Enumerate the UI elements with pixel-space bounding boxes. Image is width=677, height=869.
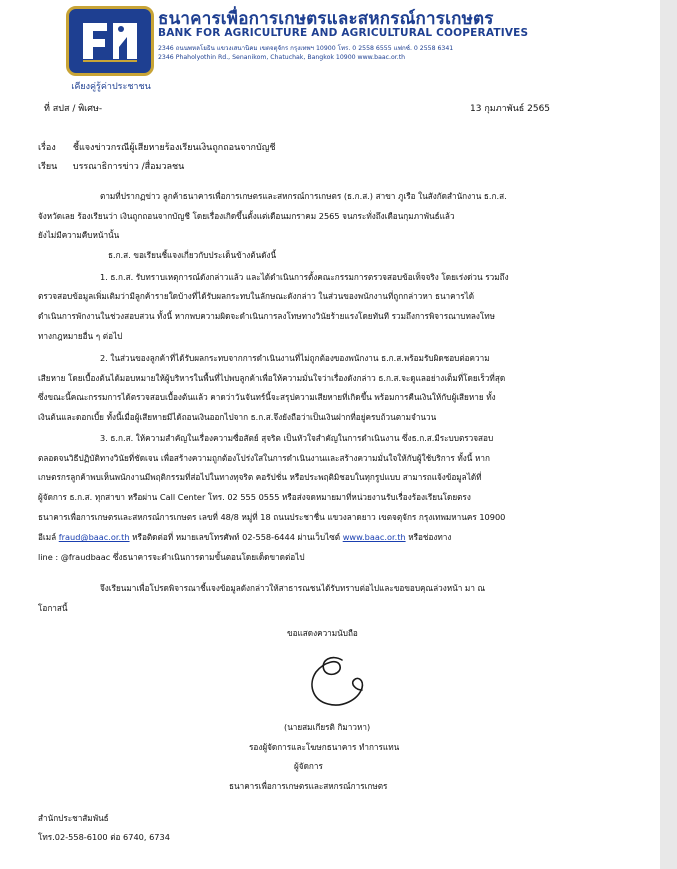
website-link[interactable]: www.baac.or.th xyxy=(342,532,406,542)
body-line: ดำเนินการพักงานในช่วงสอบสวน ทั้งนี้ หากพบความผิดจะดำเนินการลงโทษทางวินัยร้ายแรงโดยทันที รวมถึงการพิจารณาบทลงโทษ xyxy=(38,311,496,321)
bank-address-thai: 2346 ถนนพหลโยธิน แขวงเสนานิคม เขตจตุจักร กรุงเทพฯ 10900 โทร. 0 2558 6555 แฟกซ์. 0 2558 6341 xyxy=(158,45,454,52)
reference-number: ที่ สปส / พิเศษ- xyxy=(44,104,103,114)
subject-row xyxy=(38,140,276,154)
contact-suffix: หรือช่องทาง xyxy=(405,532,452,542)
closing-line: โอกาสนี้ xyxy=(38,603,68,613)
subject-text: ชี้แจงข่าวกรณีผู้เสียหายร้องเรียนเงินถูกถอนจากบัญชี xyxy=(72,143,276,153)
regards-text: ขอแสดงความนับถือ xyxy=(287,628,358,638)
contact-prefix: อีเมล์ xyxy=(38,532,59,542)
page-edge-shadow xyxy=(660,0,677,869)
contact-middle: หรือติดต่อที่ หมายเลขโทรศัพท์ 02-558-6444 ผ่านเว็บไซต์ xyxy=(129,532,343,542)
recipient-row xyxy=(38,159,184,173)
baac-emblem-icon xyxy=(79,17,141,65)
body-line: 2. ในส่วนของลูกค้าที่ได้รับผลกระทบจากการดำเนินงานที่ไม่ถูกต้องของพนักงาน ธ.ก.ส.พร้อมรับผิดชอบต่อความ xyxy=(100,353,490,363)
recipient-label: เรียน xyxy=(38,162,58,172)
body-line: 3. ธ.ก.ส. ให้ความสำคัญในเรื่องความซื่อสัตย์ สุจริต เป็นหัวใจสำคัญในการดำเนินงาน ซึ่งธ.ก.ส.มีระบบตรวจสอบ xyxy=(100,433,494,443)
letter-date: 13 กุมภาพันธ์ 2565 xyxy=(470,104,551,114)
bank-tagline: เคียงคู่รู้ค่าประชาชน xyxy=(71,82,151,92)
signer-name: (นายสมเกียรติ กิมาวหา) xyxy=(284,722,371,732)
body-line: ผู้จัดการ ธ.ก.ส. ทุกสาขา หรือผ่าน Call Center โทร. 02 555 0555 หรือส่งจดหมายมาที่หน่วยงานรับเรื่องร้องเรียนโดยตรง xyxy=(38,492,471,502)
body-line: ยังไม่มีความคืบหน้านั้น xyxy=(38,230,120,240)
email-link[interactable]: fraud@baac.or.th xyxy=(58,532,130,542)
recipient-text: บรรณาธิการข่าว /สื่อมวลชน xyxy=(72,162,185,172)
body-line: ซึ่งขณะนี้คณะกรรมการได้ตรวจสอบเบื้องต้นแล้ว คาดว่าวันจันทร์นี้จะสรุปความเสียหายที่เกิดขึ้น พร้อมการคืนเงินให้กับผู้เสียหาย ทั้ง xyxy=(38,392,496,402)
signer-title-manager: ผู้จัดการ xyxy=(294,761,323,771)
body-line: line : @fraudbaac ซึ่งธนาคารจะดำเนินการตามขั้นตอนโดยเด็ดขาดต่อไป xyxy=(38,552,305,562)
body-line: ตรวจสอบข้อมูลเพิ่มเติมว่ามีลูกค้ารายใดบ้างที่ได้รับผลกระทบในลักษณะดังกล่าว ในส่วนของพนักงานที่ถูกกล่าวหา ธนาคารได้ xyxy=(38,291,475,301)
body-line: ธ.ก.ส. ขอเรียนชี้แจงเกี่ยวกับประเด็นข้างต้นดังนี้ xyxy=(108,250,277,260)
body-line: เงินต้นและดอกเบี้ย ทั้งนี้เมื่อผู้เสียหายมีได้ถอนเงินออกไปจาก ธ.ก.ส.จึงยังถือว่าเป็นเงินฝากที่อยู่ครบถ้วนตามจำนวน xyxy=(38,412,437,422)
bank-name-english: BANK FOR AGRICULTURE AND AGRICULTURAL COOPERATIVES xyxy=(158,27,529,39)
body-line: ตลอดจนวิธีปฏิบัติทางวินัยที่ชัดเจน เพื่อสร้างความถูกต้องโปร่งใสในการดำเนินงานและสร้างความมั่นใจให้กับผู้ใช้บริการ ทั้งนี้ หาก xyxy=(38,453,490,463)
signer-organization: ธนาคารเพื่อการเกษตรและสหกรณ์การเกษตร xyxy=(229,781,388,791)
footer-phone: โทร.02-558-6100 ต่อ 6740, 6734 xyxy=(38,832,170,842)
body-line: จังหวัดเลย ร้องเรียนว่า เงินถูกถอนจากบัญชี โดยเรื่องเกิดขึ้นตั้งแต่เดือนมกราคม 2565 จนกระทั่งถึงเดือนกุมภาพันธ์แล้ว xyxy=(38,211,455,221)
subject-label: เรื่อง xyxy=(38,143,56,153)
handwritten-signature xyxy=(302,650,372,712)
body-line: 1. ธ.ก.ส. รับทราบเหตุการณ์ดังกล่าวแล้ว และได้ดำเนินการตั้งคณะกรรมการตรวจสอบข้อเท็จจริง โดยเร่งด่วน รวมถึง xyxy=(100,272,509,282)
baac-logo xyxy=(66,6,154,76)
signer-title: รองผู้จัดการและโฆษกธนาคาร ทำการแทน xyxy=(249,742,400,752)
footer-office: สำนักประชาสัมพันธ์ xyxy=(38,813,109,823)
body-line: ตามที่ปรากฏข่าว ลูกค้าธนาคารเพื่อการเกษตรและสหกรณ์การเกษตร (ธ.ก.ส.) สาขา ภูเรือ ในสังกัดสำนักงาน ธ.ก.ส. xyxy=(100,191,507,201)
body-line: ธนาคารเพื่อการเกษตรและสหกรณ์การเกษตร เลขที่ 48/8 หมู่ที่ 18 ถนนประชาชื่น แขวงลาดยาว เขตจตุจักร กรุงเทพมหานคร 10900 xyxy=(38,512,506,522)
contact-line xyxy=(38,531,451,544)
body-line: เสียหาย โดยเบื้องต้นได้มอบหมายให้ผู้บริหารในพื้นที่ไปพบลูกค้าเพื่อให้ความมั่นใจว่าเรื่องดังกล่าว ธ.ก.ส.จะดูแลอย่างเต็มที่โดยเร็วที่สุด xyxy=(38,373,506,383)
closing-line: จึงเรียนมาเพื่อโปรดพิจารณาชี้แจงข้อมูลดังกล่าวให้สาธารณชนได้รับทราบต่อไปและขอขอบคุณล่วงหน้า มา ณ xyxy=(100,583,486,593)
bank-address-english: 2346 Phaholyothin Rd., Senanikom, Chatuchak, Bangkok 10900 www.baac.or.th xyxy=(158,54,406,61)
body-line: เกษตรกรลูกค้าพบเห็นพนักงานมีพฤติกรรมที่ส่อไปในทางทุจริต คอรัปชั่น หรือประพฤติมิชอบในทุกรูปแบบ สามารถแจ้งข้อมูลได้ที่ xyxy=(38,472,482,482)
body-line: ทางกฎหมายอื่น ๆ ต่อไป xyxy=(38,331,123,341)
bank-name-thai: ธนาคารเพื่อการเกษตรและสหกรณ์การเกษตร xyxy=(158,9,494,29)
